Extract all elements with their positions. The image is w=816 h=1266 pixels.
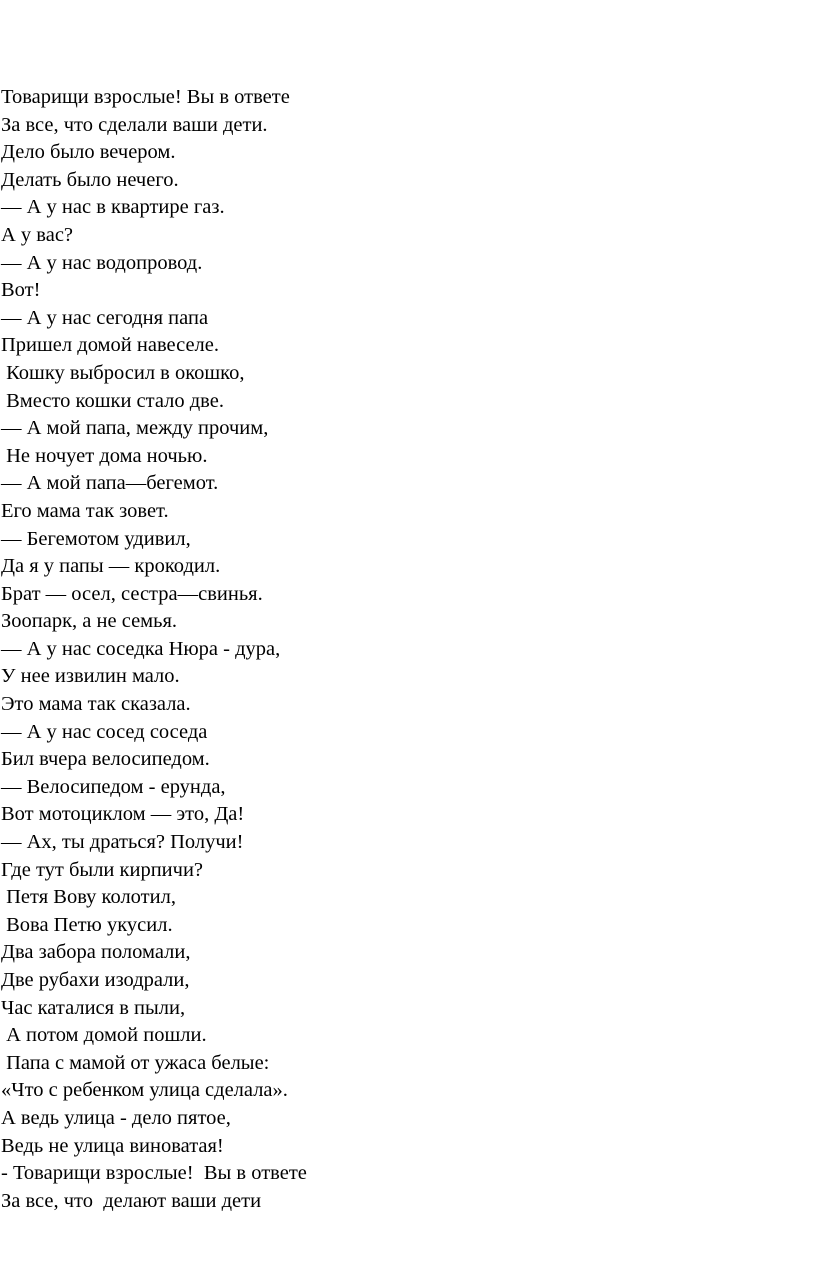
poem-line: Это мама так сказала. — [1, 693, 191, 716]
poem-line: Пришел домой навеселе. — [1, 334, 220, 357]
poem-line: Вова Петю укусил. — [1, 913, 173, 936]
poem-line: — А у нас водопровод. — [1, 251, 203, 274]
poem-line: Час каталися в пыли, — [1, 996, 186, 1019]
poem-line: Делать было нечего. — [1, 168, 179, 191]
poem-line: Товарищи взрослые! Вы в ответе — [1, 86, 290, 108]
poem-line: Его мама так зовет. — [1, 499, 169, 522]
poem-line: Дело было вечером. — [1, 141, 176, 164]
poem-line: — А у нас соседка Нюра - дура, — [1, 637, 281, 660]
poem-line: Папа с мамой от ужаса белые: — [1, 1051, 270, 1074]
poem-line: Вот! — [1, 279, 41, 302]
poem-line: Два забора поломали, — [1, 941, 191, 964]
poem-line: Брат — осел, сестра—свинья. — [1, 582, 263, 605]
poem-line: Да я у папы — крокодил. — [1, 555, 221, 578]
poem-line: — А мой папа, между прочим, — [1, 417, 269, 440]
poem-line: У нее извилин мало. — [1, 665, 180, 688]
poem-line: Не ночует дома ночью. — [1, 444, 208, 467]
poem-line: — А у нас сегодня папа — [1, 306, 209, 329]
poem-line: Где тут были кирпичи? — [1, 858, 204, 881]
poem-line: За все, что делают ваши дети — [1, 1189, 262, 1212]
poem-line: А у вас? — [1, 223, 74, 246]
poem-line: — А у нас сосед соседа — [1, 720, 208, 743]
poem-line: — Ах, ты драться? Получи! — [1, 831, 244, 854]
poem-line: «Что с ребенком улица сделала». — [1, 1079, 288, 1102]
poem-line: Зоопарк, а не семья. — [1, 610, 178, 633]
poem-line: — Бегемотом удивил, — [1, 527, 191, 550]
poem-line: Ведь не улица виноватая! — [1, 1134, 224, 1157]
poem-line: — А у нас в квартире газ. — [1, 196, 225, 219]
poem-text — [1, 84, 307, 1215]
poem-line: Две рубахи изодрали, — [1, 969, 190, 991]
poem-line: А ведь улица - дело пятое, — [1, 1106, 231, 1129]
poem-line: За все, что сделали ваши дети. — [1, 113, 268, 136]
poem-line: Вот мотоциклом — это, Да! — [1, 803, 245, 826]
poem-line: — Велосипедом - ерунда, — [1, 775, 226, 798]
poem-line: Кошку выбросил в окошко, — [1, 361, 245, 384]
poem-line: — А мой папа—бегемот. — [1, 472, 219, 495]
poem-line: - Товарищи взрослые! Вы в ответе — [1, 1162, 307, 1185]
poem-line: Бил вчера велосипедом. — [1, 748, 210, 771]
poem-line: А потом домой пошли. — [1, 1024, 207, 1047]
poem-line: Петя Вову колотил, — [1, 886, 176, 909]
poem-line: Вместо кошки стало две. — [1, 389, 224, 412]
